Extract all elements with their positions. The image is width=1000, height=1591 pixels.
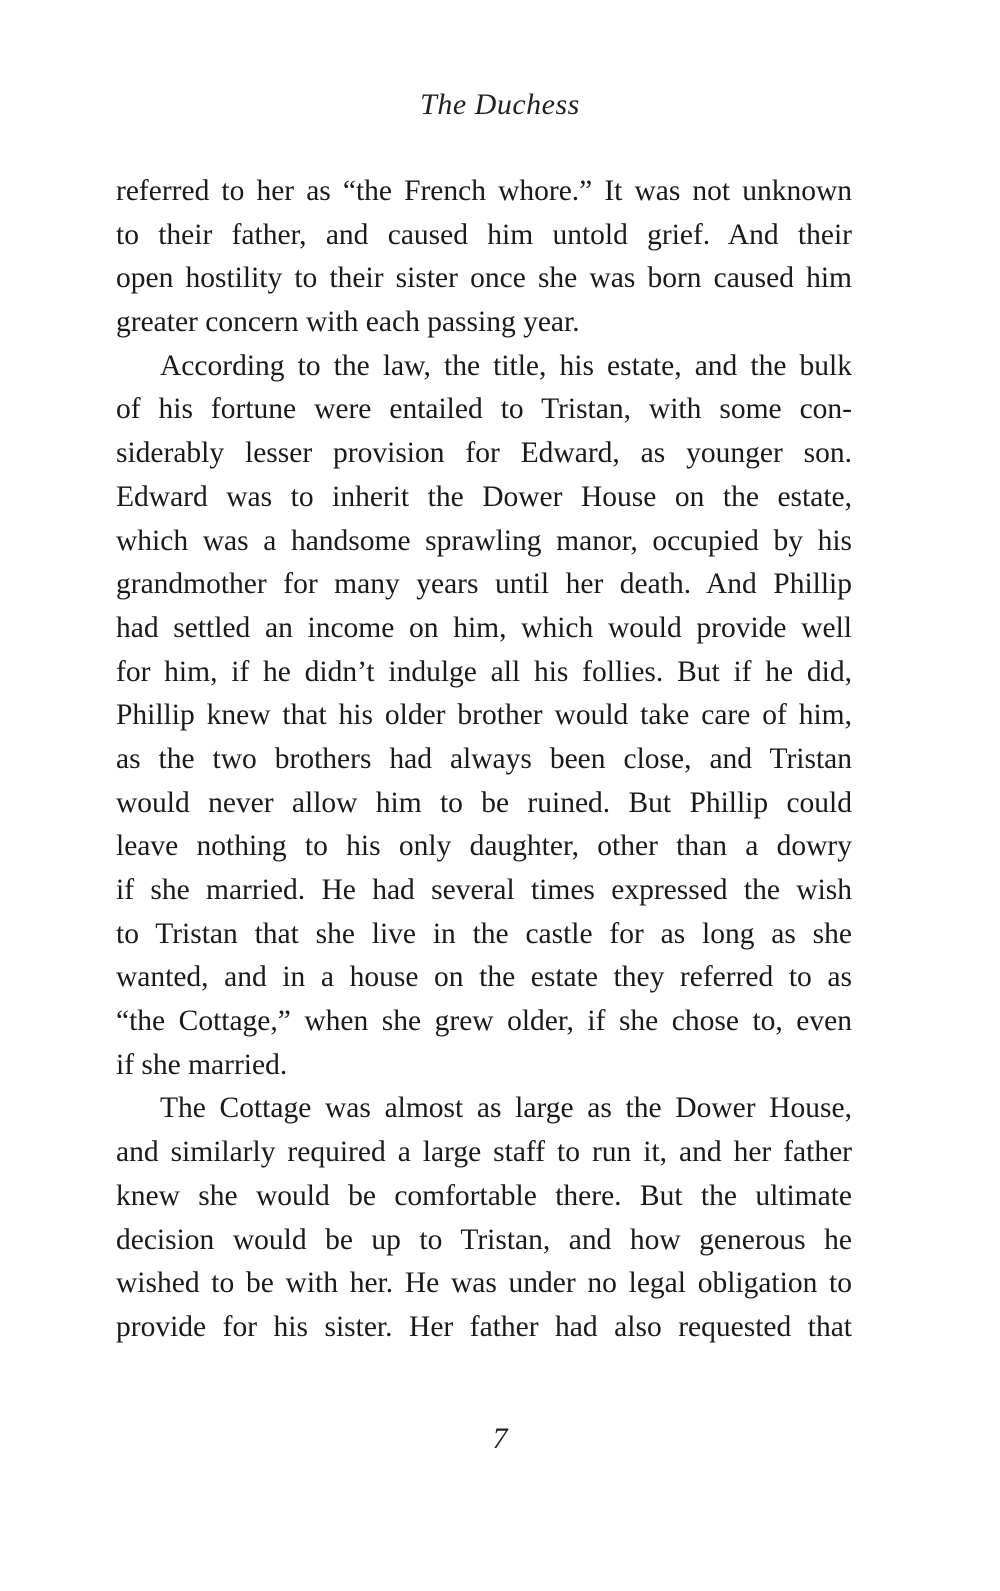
text-line: had settled an income on him, which would provide well xyxy=(116,611,852,644)
text-line: wished to be with her. He was under no legal obligation to xyxy=(116,1267,852,1300)
text-line: grandmother for many years until her death. And Phillip xyxy=(116,568,852,601)
text-line: and similarly required a large staff to run it, and her father xyxy=(116,1136,852,1169)
text-line: wanted, and in a house on the estate they referred to as xyxy=(116,961,852,994)
text-line: to Tristan that she live in the castle for as long as she xyxy=(116,917,852,950)
text-line: siderably lesser provision for Edward, as younger son. xyxy=(116,437,852,470)
text-line: leave nothing to his only daughter, other than a dowry xyxy=(116,830,852,863)
page-number: 7 xyxy=(492,1422,508,1455)
text-line: referred to her as “the French whore.” It was not unknown xyxy=(116,175,852,207)
text-line: Edward was to inherit the Dower House on the estate, xyxy=(116,480,852,513)
text-line: which was a handsome sprawling manor, occupied by his xyxy=(116,524,852,557)
text-line: knew she would be comfortable there. But the ultimate xyxy=(116,1179,852,1212)
text-line: provide for his sister. Her father had also requested that xyxy=(116,1310,852,1343)
text-line: greater concern with each passing year. xyxy=(116,306,580,339)
text-line: if she married. xyxy=(116,1048,288,1081)
text-line: “the Cottage,” when she grew older, if she chose to, even xyxy=(116,1005,852,1038)
text-line: for him, if he didn’t indulge all his follies. But if he did, xyxy=(116,655,852,688)
text-line: if she married. He had several times expressed the wish xyxy=(116,874,852,906)
text-line: open hostility to their sister once she was born caused him xyxy=(116,262,852,295)
text-line: would never allow him to be ruined. But Phillip could xyxy=(116,786,852,819)
text-line: Phillip knew that his older brother would take care of him, xyxy=(116,699,852,732)
text-line: According to the law, the title, his estate, and the bulk xyxy=(160,349,852,382)
text-line: to their father, and caused him untold grief. And their xyxy=(116,218,852,251)
text-line: of his fortune were entailed to Tristan, with some con- xyxy=(116,393,852,426)
text-line: decision would be up to Tristan, and how generous he xyxy=(116,1223,852,1256)
running-head-title: The Duchess xyxy=(420,88,580,121)
body-text xyxy=(116,170,852,1350)
text-line: The Cottage was almost as large as the Dower House, xyxy=(160,1092,852,1125)
text-line: as the two brothers had always been close, and Tristan xyxy=(116,742,852,775)
